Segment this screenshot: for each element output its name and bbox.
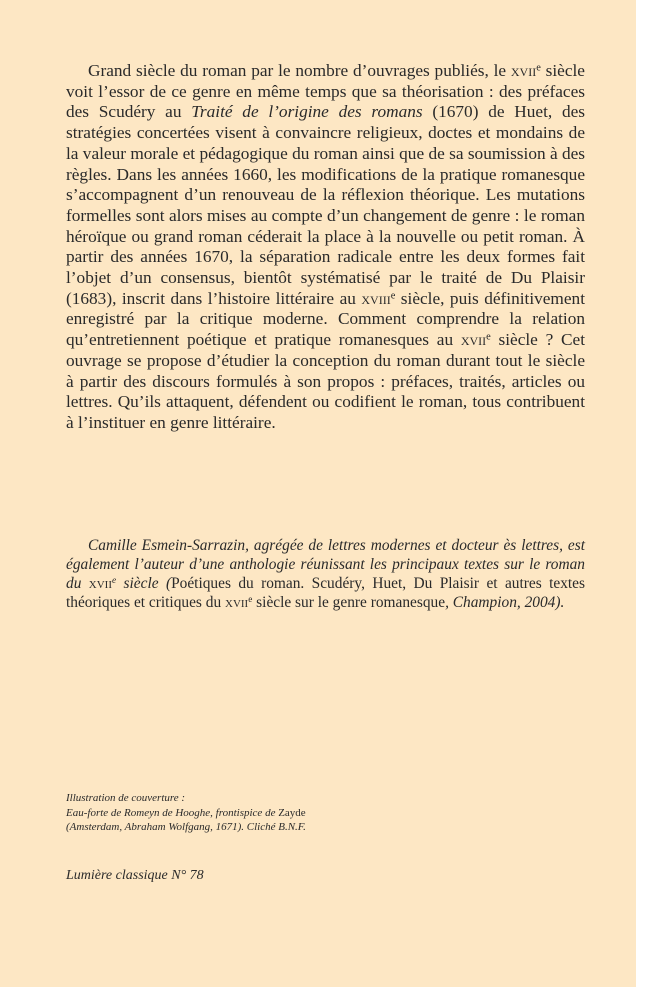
author-paragraph: Camille Esmein-Sarrazin, agrégée de lettres modernes et docteur ès lettres, est également l’auteur d’une anthologie réunissant les principaux textes sur le roman du xvii$^e$ siècle (Poétiques du roman. Scudéry, Huet, Du Plaisir et autres textes théoriques et critiques du xvii$^e$ siècle sur le genre romanesque, Champion, 2004). xyxy=(66,537,585,611)
author-bio xyxy=(66,537,585,613)
book-title-traite: Traité de l’origine des romans xyxy=(191,102,423,122)
credits-heading: Illustration de couverture : xyxy=(66,792,186,804)
blurb-text xyxy=(66,61,585,434)
cover-illustration-credits xyxy=(66,791,466,835)
anthology-title: Poétiques du roman. Scudéry, Huet, Du Plaisir et autres textes théoriques et critiques du xyxy=(66,574,585,611)
credits-line-2: (Amsterdam, Abraham Wolfgang, 1671). Cliché B.N.F. xyxy=(66,821,306,834)
series-label: Lumière classique N° 78 xyxy=(66,868,204,883)
credits-line-1: Eau-forte de Romeyn de Hooghe, frontispice de Zayde xyxy=(66,806,306,819)
blurb-paragraph: Grand siècle du roman par le nombre d’ouvrages publiés, le xvii$^e$ siècle voit l’essor de ce genre en même temps que sa théorisation : des préfaces des Scudéry au Traité de l’origine des romans (1670) de Huet, des stratégies concertées visent à convaincre religieux, doctes et mondains de la valeur morale et pédagogique du roman ainsi que de sa soumission à des règles. Dans les années 1660, les modifications de la pratique romanesque s’accompagnent d’un renouveau de la réflexion théorique. Les mutations formelles sont alors mises au compte d’un changement de genre : le roman héroïque ou grand roman céderait la place à la nouvelle ou petit roman. À partir des années 1670, la séparation radicale entre les deux formes fait l’objet d’un consensus, bientôt systématisé par le traité de Du Plaisir (1683), inscrit dans l’histoire littéraire au xviii$^e$ siècle, puis définitivement enregistré par la critique moderne. Comment comprendre la relation qu’entretiennent poétique et pratique romanesques au xvii$^e$ siècle ? Cet ouvrage se propose d’étudier la conception du roman durant tout le siècle à partir des discours formulés à son propos : préfaces, traités, articles ou lettres. Qu’ils attaquent, défendent ou codifient le roman, tous contribuent à l’instituer en genre littéraire. xyxy=(66,61,585,432)
